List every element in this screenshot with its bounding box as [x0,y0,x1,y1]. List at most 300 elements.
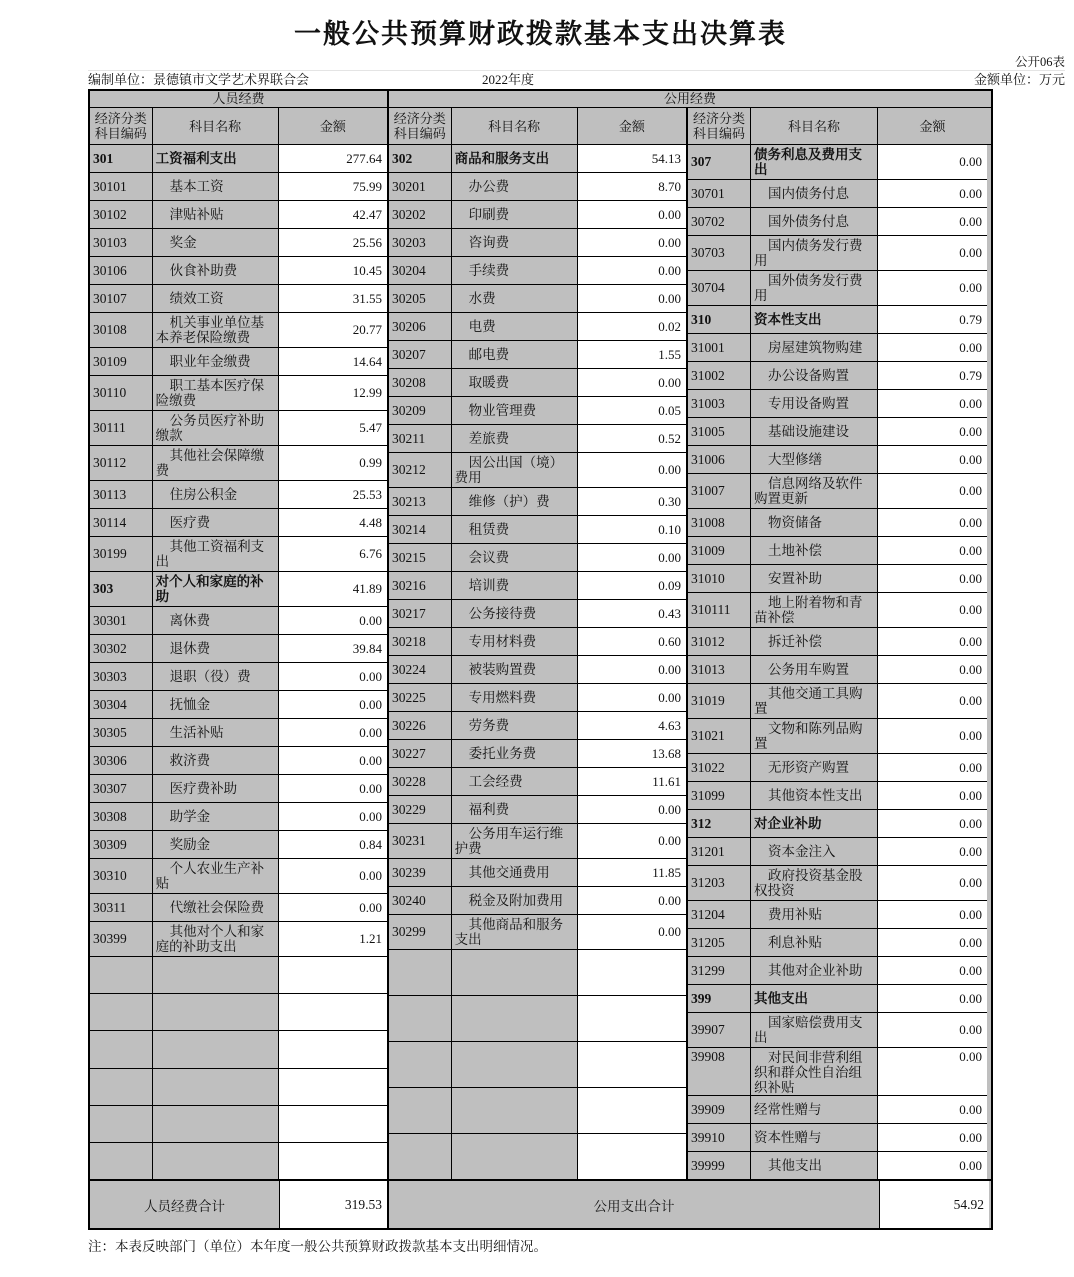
amount-cell: 0.09 [578,572,686,599]
amount-cell: 0.52 [578,425,686,452]
empty-cell [452,1134,578,1179]
code-cell: 30202 [389,201,452,228]
subject-cell: 劳务费 [452,712,578,739]
subject-cell: 税金及附加费用 [452,887,578,914]
amount-cell: 0.10 [578,516,686,543]
subject-cell: 利息补贴 [751,929,878,956]
subject-cell: 公务用车运行维护费 [452,824,578,858]
code-cell: 30111 [90,411,153,445]
subject-cell: 对企业补助 [751,810,878,837]
amount-cell: 0.00 [578,915,686,949]
subject-cell: 大型修缮 [751,446,878,473]
table-row [688,333,987,361]
code-cell: 30207 [389,341,452,368]
subject-cell: 土地补偿 [751,537,878,564]
table-row [90,690,387,718]
prepared-by-label: 编制单位：景德镇市文学艺术界联合会 [88,72,310,87]
empty-cell [90,957,153,993]
subject-cell: 其他交通工具购置 [751,684,878,718]
table-row [688,445,987,473]
table-row [688,781,987,809]
subject-cell: 国外债务付息 [751,208,878,235]
table-row [90,746,387,774]
amount-cell: 0.00 [878,1124,987,1151]
table-row [389,858,686,886]
amount-cell: 0.00 [878,208,987,235]
amount-cell: 0.00 [878,390,987,417]
table-row [688,473,987,508]
table-row [90,718,387,746]
subject-cell: 差旅费 [452,425,578,452]
subject-cell: 国内债务发行费用 [751,236,878,270]
code-cell: 30203 [389,229,452,256]
empty-cell [279,957,387,993]
empty-cell [153,1069,279,1105]
code-cell: 30215 [389,544,452,571]
code-cell: 31006 [688,446,751,473]
table-row [389,739,686,767]
empty-cell [578,1088,686,1133]
table-row [389,767,686,795]
table-row [90,312,387,347]
subject-cell: 绩效工资 [153,285,279,312]
amount-cell: 0.00 [878,985,987,1012]
code-cell: 31001 [688,334,751,361]
code-cell: 30307 [90,775,153,802]
amount-cell: 0.00 [878,537,987,564]
empty-cell [153,1031,279,1067]
empty-cell [153,1106,279,1142]
code-cell: 30107 [90,285,153,312]
code-cell: 30108 [90,313,153,347]
empty-row [90,956,387,993]
subject-cell: 奖金 [153,229,279,256]
empty-cell [389,1088,452,1133]
subject-cell: 国家赔偿费用支出 [751,1013,878,1047]
code-cell: 31205 [688,929,751,956]
subject-cell: 咨询费 [452,229,578,256]
amount-cell: 13.68 [578,740,686,767]
amount-cell: 0.00 [578,684,686,711]
amount-cell: 0.00 [878,474,987,508]
code-cell: 39908 [688,1048,751,1095]
subject-cell: 机关事业单位基本养老保险缴费 [153,313,279,347]
table-row [688,207,987,235]
empty-cell [452,950,578,995]
subject-cell: 资本性赠与 [751,1124,878,1151]
code-cell: 30303 [90,663,153,690]
code-cell: 30209 [389,397,452,424]
code-cell: 31007 [688,474,751,508]
table-row [389,823,686,858]
amount-cell: 1.21 [279,922,387,956]
table-row [688,564,987,592]
amount-cell: 4.63 [578,712,686,739]
subject-cell: 物业管理费 [452,397,578,424]
amount-cell: 41.89 [279,572,387,606]
code-cell: 30228 [389,768,452,795]
amount-cell: 0.00 [878,180,987,207]
amount-cell: 0.00 [578,544,686,571]
col-header-subject: 科目名称 [751,108,878,144]
empty-cell [153,1143,279,1179]
code-cell: 30109 [90,348,153,375]
subject-cell: 其他工资福利支出 [153,537,279,571]
table-row [389,312,686,340]
code-cell: 30112 [90,446,153,480]
table-row [688,809,987,837]
subject-cell: 地上附着物和青苗补偿 [751,593,878,627]
column-group-goods-services [389,145,688,1179]
table-row [389,228,686,256]
subject-cell: 工资福利支出 [153,145,279,172]
amount-cell: 0.00 [578,257,686,284]
empty-cell [389,950,452,995]
amount-cell: 11.61 [578,768,686,795]
empty-cell [279,1069,387,1105]
amount-cell: 0.00 [878,684,987,718]
subject-cell: 商品和服务支出 [452,145,578,172]
subject-cell: 个人农业生产补贴 [153,859,279,893]
code-cell: 30310 [90,859,153,893]
code-cell: 31005 [688,418,751,445]
code-cell: 30308 [90,803,153,830]
code-cell: 30114 [90,509,153,536]
table-row [90,347,387,375]
empty-row [389,1087,686,1133]
subject-cell: 其他商品和服务支出 [452,915,578,949]
subject-cell: 救济费 [153,747,279,774]
amount-cell: 0.00 [878,957,987,984]
amount-cell: 0.00 [279,691,387,718]
code-cell: 30704 [688,271,751,305]
amount-cell: 0.00 [578,201,686,228]
empty-cell [452,1088,578,1133]
subject-cell: 维修（护）费 [452,488,578,515]
table-row [90,606,387,634]
code-cell: 31012 [688,628,751,655]
subject-cell: 其他对企业补助 [751,957,878,984]
empty-row [389,1041,686,1087]
totals-row [90,1179,991,1228]
amount-cell: 0.00 [878,593,987,627]
table-row [389,487,686,515]
table-row [389,543,686,571]
table-row [688,235,987,270]
subject-cell: 奖励金 [153,831,279,858]
col-header-subject: 科目名称 [153,108,279,144]
table-row [90,571,387,606]
subject-cell: 信息网络及软件购置更新 [751,474,878,508]
empty-cell [90,1143,153,1179]
amount-cell: 12.99 [279,376,387,410]
amount-cell: 0.00 [878,1096,987,1123]
code-cell: 30217 [389,600,452,627]
empty-cell [90,1031,153,1067]
amount-cell: 0.00 [578,656,686,683]
empty-cell [389,1042,452,1087]
amount-cell: 0.00 [578,887,686,914]
table-row [389,571,686,599]
amount-cell: 0.00 [279,803,387,830]
code-cell: 31021 [688,719,751,753]
subject-cell: 水费 [452,285,578,312]
amount-cell: 0.00 [578,824,686,858]
table-row [389,886,686,914]
amount-cell: 0.00 [878,334,987,361]
personnel-total-label: 人员经费合计 [90,1181,280,1228]
subject-cell: 邮电费 [452,341,578,368]
code-cell: 30701 [688,180,751,207]
subject-cell: 房屋建筑物购建 [751,334,878,361]
amount-cell: 0.05 [578,397,686,424]
amount-cell: 0.00 [878,754,987,781]
subject-cell: 安置补助 [751,565,878,592]
table-row [389,627,686,655]
code-cell: 30204 [389,257,452,284]
amount-cell: 0.99 [279,446,387,480]
table-row [688,145,987,179]
subject-cell: 津贴补贴 [153,201,279,228]
amount-cell: 0.00 [878,866,987,900]
empty-cell [153,957,279,993]
empty-cell [153,994,279,1030]
subject-cell: 物资储备 [751,509,878,536]
table-row [90,536,387,571]
subject-cell: 其他交通费用 [452,859,578,886]
table-row [688,536,987,564]
code-cell: 30224 [389,656,452,683]
col-header-subject: 科目名称 [452,108,578,144]
table-row [688,718,987,753]
table-row [389,424,686,452]
code-cell: 30206 [389,313,452,340]
code-cell: 39999 [688,1152,751,1179]
subject-cell: 离休费 [153,607,279,634]
table-row [688,984,987,1012]
empty-cell [578,1042,686,1087]
subject-cell: 专用燃料费 [452,684,578,711]
amount-cell: 0.79 [878,306,987,333]
table-row [688,270,987,305]
empty-row [90,993,387,1030]
empty-cell [578,950,686,995]
col-header-code: 经济分类科目编码 [90,108,153,144]
amount-cell: 0.00 [878,509,987,536]
subject-cell: 退职（役）费 [153,663,279,690]
code-cell: 31201 [688,838,751,865]
code-cell: 30103 [90,229,153,256]
subject-cell: 办公设备购置 [751,362,878,389]
amount-cell: 0.00 [878,418,987,445]
subject-cell: 国内债务付息 [751,180,878,207]
table-row [688,417,987,445]
meta-row-unit [88,71,1065,89]
table-row [688,361,987,389]
table-row [688,1123,987,1151]
empty-row [90,1030,387,1067]
code-cell: 30399 [90,922,153,956]
code-cell: 30106 [90,257,153,284]
subject-cell: 医疗费 [153,509,279,536]
table-row [90,774,387,802]
fiscal-year-label: 2022年度 [481,72,535,87]
empty-cell [578,1134,686,1179]
meta-row-form-code [88,54,1065,71]
code-cell: 30113 [90,481,153,508]
subject-cell: 公务员医疗补助缴款 [153,411,279,445]
col-header-amount: 金额 [878,108,987,144]
code-cell: 30703 [688,236,751,270]
table-row [90,445,387,480]
amount-cell: 10.45 [279,257,387,284]
code-cell: 31203 [688,866,751,900]
subject-cell: 拆迁补偿 [751,628,878,655]
code-cell: 31009 [688,537,751,564]
subject-cell: 债务利息及费用支出 [751,145,878,179]
code-cell: 30227 [389,740,452,767]
code-cell: 312 [688,810,751,837]
code-cell: 30305 [90,719,153,746]
table-row [688,508,987,536]
table-row [688,837,987,865]
subject-cell: 基本工资 [153,173,279,200]
table-row [90,634,387,662]
empty-cell [90,1106,153,1142]
column-header-group [389,108,688,144]
table-row [389,145,686,172]
subject-cell: 职业年金缴费 [153,348,279,375]
subject-cell: 被装购置费 [452,656,578,683]
subject-cell: 资本性支出 [751,306,878,333]
table-row [389,655,686,683]
amount-cell: 0.00 [279,607,387,634]
amount-cell: 0.00 [878,719,987,753]
subject-cell: 福利费 [452,796,578,823]
code-cell: 31022 [688,754,751,781]
code-cell: 30304 [90,691,153,718]
code-cell: 310 [688,306,751,333]
code-cell: 30201 [389,173,452,200]
table-row [389,256,686,284]
code-cell: 31299 [688,957,751,984]
empty-row [90,1068,387,1105]
table-row [688,865,987,900]
table-row [389,172,686,200]
column-header-group [90,108,389,144]
public-total-label: 公用支出合计 [389,1181,880,1228]
amount-cell: 0.00 [878,271,987,305]
code-cell: 30702 [688,208,751,235]
col-header-code: 经济分类科目编码 [389,108,452,144]
subject-cell: 费用补贴 [751,901,878,928]
amount-cell: 0.00 [578,285,686,312]
subject-cell: 办公费 [452,173,578,200]
amount-cell: 0.00 [279,719,387,746]
amount-cell: 0.43 [578,600,686,627]
subject-cell: 因公出国（境）费用 [452,453,578,487]
column-group-debt-capital-other [688,145,987,1179]
empty-cell [279,1106,387,1142]
table-row [90,200,387,228]
amount-cell: 0.00 [878,446,987,473]
code-cell: 301 [90,145,153,172]
code-cell: 39910 [688,1124,751,1151]
amount-cell: 39.84 [279,635,387,662]
group-header-public: 公用经费 [389,91,991,107]
code-cell: 30239 [389,859,452,886]
subject-cell: 对个人和家庭的补助 [153,572,279,606]
amount-cell: 14.64 [279,348,387,375]
col-header-amount: 金额 [279,108,387,144]
code-cell: 31019 [688,684,751,718]
subject-cell: 政府投资基金股权投资 [751,866,878,900]
table-row [90,921,387,956]
amount-cell: 31.55 [279,285,387,312]
subject-cell: 文物和陈列品购置 [751,719,878,753]
table-row [389,368,686,396]
code-cell: 30205 [389,285,452,312]
empty-row [90,1105,387,1142]
footnote: 注：本表反映部门（单位）本年度一般公共预算财政拨款基本支出明细情况。 [88,1239,547,1254]
amount-cell: 0.00 [878,656,987,683]
code-cell: 399 [688,985,751,1012]
code-cell: 30299 [389,915,452,949]
code-cell: 30110 [90,376,153,410]
code-cell: 303 [90,572,153,606]
amount-cell: 0.00 [878,810,987,837]
table-row [389,515,686,543]
amount-cell: 0.00 [878,1013,987,1047]
empty-cell [452,1042,578,1087]
amount-cell: 0.00 [279,894,387,921]
subject-cell: 专用材料费 [452,628,578,655]
group-header-row [90,91,991,108]
empty-cell [389,996,452,1041]
table-row [688,179,987,207]
table-row [688,900,987,928]
subject-cell: 对民间非营利组织和群众性自治组织补贴 [751,1048,878,1095]
code-cell: 30302 [90,635,153,662]
code-cell: 30311 [90,894,153,921]
subject-cell: 会议费 [452,544,578,571]
code-cell: 30214 [389,516,452,543]
subject-cell: 抚恤金 [153,691,279,718]
group-header-personnel: 人员经费 [90,91,389,107]
empty-cell [90,994,153,1030]
table-row [389,340,686,368]
empty-cell [279,994,387,1030]
subject-cell: 经常性赠与 [751,1096,878,1123]
amount-cell: 0.02 [578,313,686,340]
code-cell: 30199 [90,537,153,571]
amount-cell: 25.56 [279,229,387,256]
amount-cell: 54.13 [578,145,686,172]
subject-cell: 手续费 [452,257,578,284]
amount-cell: 0.00 [578,453,686,487]
amount-cell: 0.00 [878,782,987,809]
subject-cell: 其他社会保障缴费 [153,446,279,480]
table-row [389,914,686,949]
table-row [389,452,686,487]
table-row [90,172,387,200]
empty-cell [389,1134,452,1179]
amount-cell: 42.47 [279,201,387,228]
amount-cell: 0.00 [878,145,987,179]
personnel-total-amount: 319.53 [280,1181,389,1228]
empty-cell [279,1143,387,1179]
table-row [688,928,987,956]
